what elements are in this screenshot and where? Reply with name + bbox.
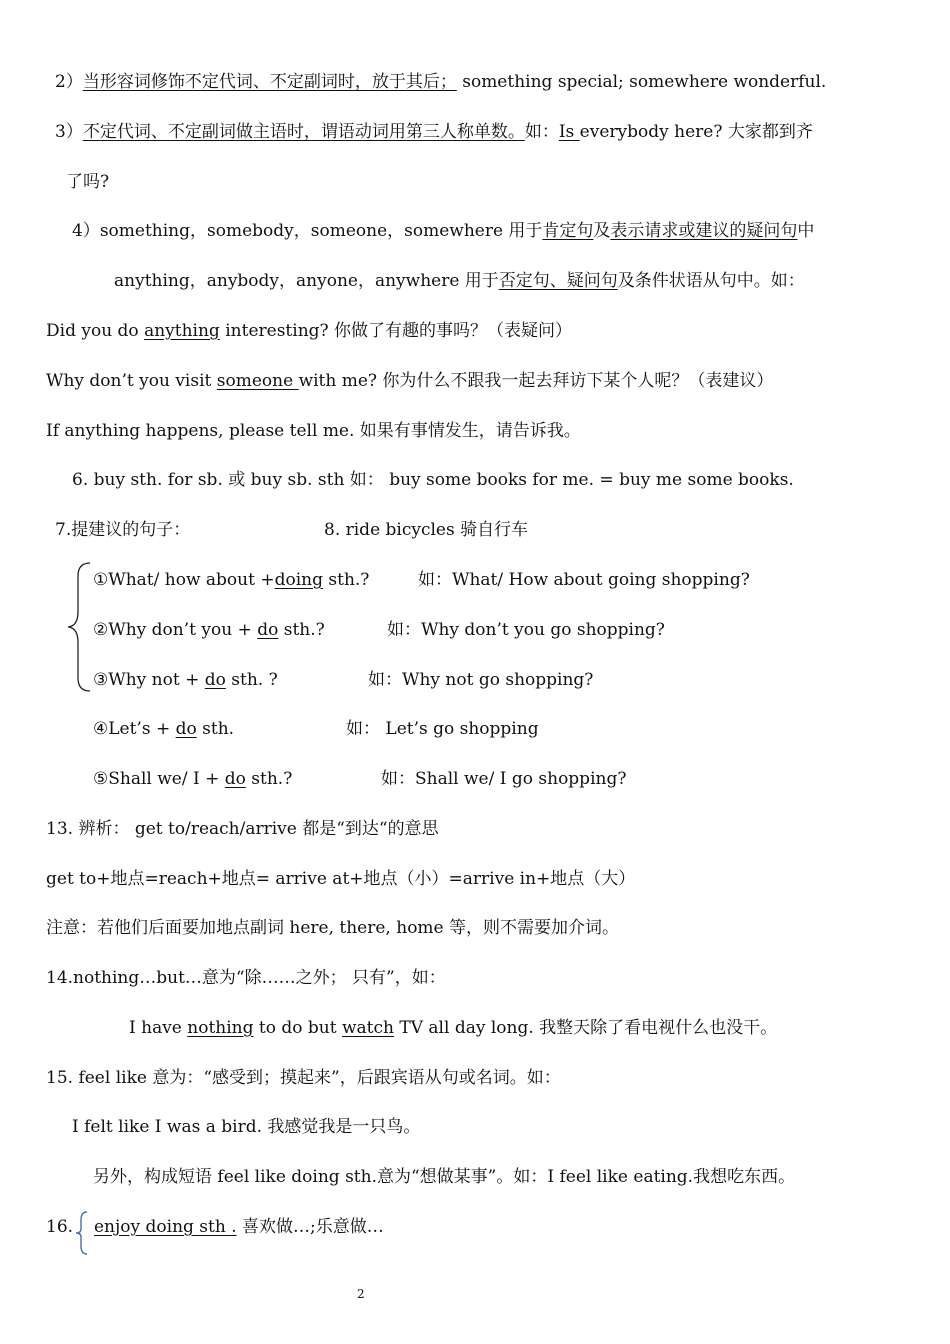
pattern-text: sth. ?	[225, 670, 278, 690]
rule-number: 3）	[55, 122, 83, 142]
suggestion-2-example: 如：Why don’t you go shopping?	[387, 620, 665, 640]
rule-8: 8. ride bicycles 骑自行车	[324, 520, 529, 540]
rule-15: 15. feel like 意为：“感受到；摸起来”，后跟宾语从句或名词。如：	[46, 1068, 561, 1088]
pattern-text: ④Let’s +	[93, 719, 176, 739]
rule-3	[55, 120, 813, 144]
left-brace-icon	[73, 1210, 89, 1256]
rule-2	[55, 70, 826, 94]
rule-example: something special; somewhere wonderful.	[456, 72, 827, 92]
example-sentence	[46, 319, 572, 343]
underlined-term: doing	[274, 570, 323, 590]
rule-text: 4）something，somebody，someone，somewhere 用于	[72, 221, 543, 241]
underlined-term: watch	[341, 1018, 394, 1038]
rule-13-formula: get to+地点=reach+地点= arrive at+地点（小）=arrive in+地点（大）	[46, 869, 636, 889]
example-text: to do but	[253, 1018, 342, 1038]
rule-4-second	[114, 269, 805, 293]
pattern-text: ③Why not +	[93, 670, 205, 690]
rule-13-note: 注意：若他们后面要加地点副词 here, there, home 等，则不需要加介词。	[46, 918, 620, 938]
example-sentence	[46, 369, 773, 393]
suggestion-1	[93, 568, 369, 592]
underlined-term: do	[257, 620, 279, 640]
example-text: I have	[129, 1018, 188, 1038]
suggestion-2	[93, 618, 325, 642]
underlined-term: do	[204, 670, 226, 690]
suggestion-4-example: 如： Let’s go shopping	[346, 719, 539, 739]
rule-14: 14.nothing…but…意为“除……之外； 只有”，如：	[46, 968, 446, 988]
pattern-text: sth.?	[278, 620, 325, 640]
rule-16	[46, 1215, 73, 1239]
rule-14-example	[129, 1016, 777, 1040]
rule-number: 16.	[46, 1217, 74, 1237]
rule-text: 及条件状语从句中。如：	[617, 271, 805, 291]
pattern-text: sth.?	[322, 570, 370, 590]
rule-15-note: 另外，构成短语 feel like doing sth.意为“想做某事”。如：I feel like eating.我想吃东西。	[93, 1167, 796, 1187]
suggestion-5-example: 如：Shall we/ I go shopping?	[381, 769, 627, 789]
suggestion-1-example: 如：What/ How about going shopping?	[418, 570, 750, 590]
rule-text: 不定代词、不定副词做主语时，谓语动词用第三人称单数。	[82, 122, 525, 142]
underlined-term: enjoy doing sth .	[94, 1217, 237, 1237]
rule-6: 6. buy sth. for sb. 或 buy sb. sth 如： buy some books for me. = buy me some books.	[72, 470, 794, 490]
rule-example: everybody here? 大家都到齐	[579, 122, 813, 142]
rule-3-continued: 了吗?	[66, 172, 110, 192]
underlined-term: 表示请求或建议的疑问句	[610, 221, 798, 241]
rule-16-text	[94, 1215, 384, 1239]
underlined-term: anything	[144, 321, 220, 341]
page-number: 2	[357, 1287, 365, 1301]
rule-text: 当形容词修饰不定代词、不定副词时，放于其后；	[82, 72, 457, 92]
suggestion-5	[93, 767, 292, 791]
rule-7-heading: 7.提建议的句子：	[55, 520, 191, 540]
rule-text: 喜欢做…;乐意做…	[236, 1217, 384, 1237]
underlined-term: 否定句、疑问句	[498, 271, 618, 291]
suggestion-4	[93, 717, 234, 741]
left-brace-icon	[64, 560, 94, 694]
example-sentence: If anything happens, please tell me. 如果有事情发生，请告诉我。	[46, 421, 581, 441]
underlined-term: do	[175, 719, 197, 739]
rule-text: 及	[593, 221, 611, 241]
example-text: interesting? 你做了有趣的事吗？（表疑问）	[219, 321, 573, 341]
pattern-text: sth.?	[245, 769, 293, 789]
underlined-term: someone	[216, 371, 299, 391]
suggestion-3	[93, 668, 278, 692]
suggestion-3-example: 如：Why not go shopping?	[368, 670, 594, 690]
rule-4	[72, 219, 814, 243]
example-prefix: 如：	[524, 122, 559, 142]
rule-text: anything，anybody，anyone，anywhere 用于	[114, 271, 499, 291]
underlined-term: 肯定句	[542, 221, 594, 241]
pattern-text: sth.	[196, 719, 235, 739]
pattern-text: ②Why don’t you +	[93, 620, 258, 640]
example-text: with me? 你为什么不跟我一起去拜访下某个人呢？（表建议）	[298, 371, 774, 391]
pattern-text: ①What/ how about +	[93, 570, 275, 590]
example-text: TV all day long. 我整天除了看电视什么也没干。	[393, 1018, 778, 1038]
example-underlined: Is	[558, 122, 580, 142]
rule-13: 13. 辨析： get to/reach/arrive 都是“到达“的意思	[46, 819, 439, 839]
example-text: Did you do	[46, 321, 145, 341]
underlined-term: nothing	[187, 1018, 254, 1038]
underlined-term: do	[224, 769, 246, 789]
pattern-text: ⑤Shall we/ I +	[93, 769, 225, 789]
example-text: Why don’t you visit	[46, 371, 217, 391]
rule-number: 2）	[55, 72, 83, 92]
rule-15-example: I felt like I was a bird. 我感觉我是一只鸟。	[72, 1117, 421, 1137]
rule-text: 中	[797, 221, 815, 241]
